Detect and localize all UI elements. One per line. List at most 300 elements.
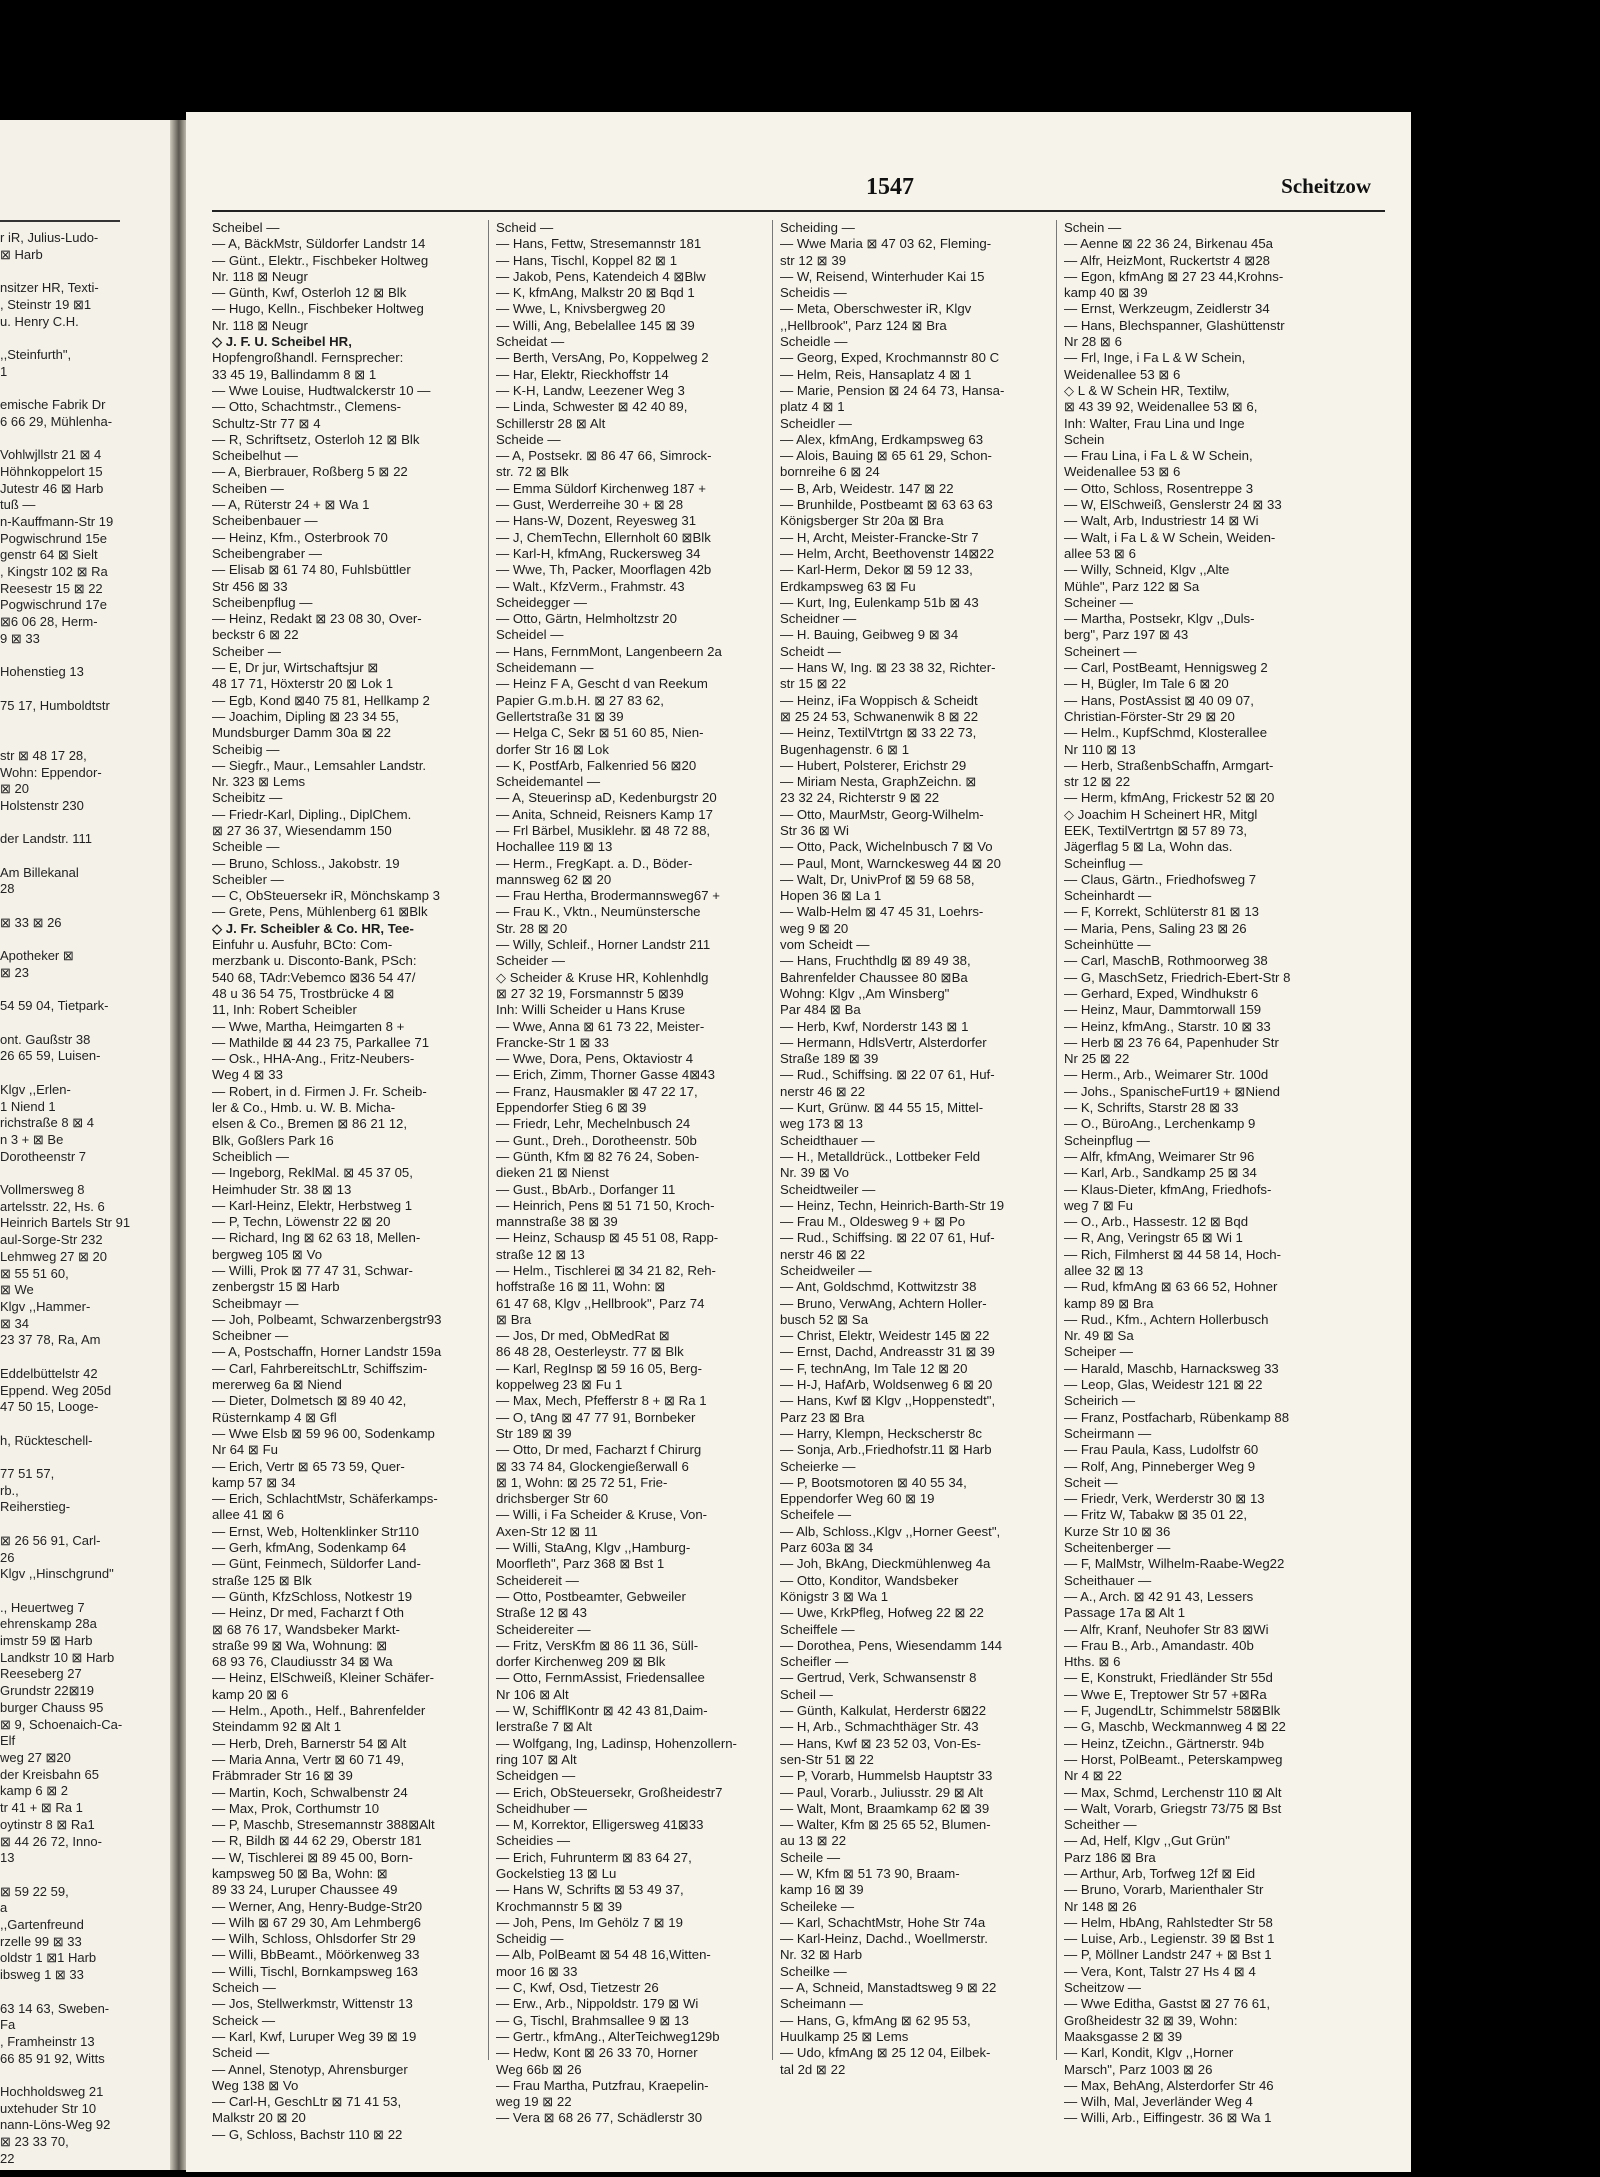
directory-entry: kampsweg 50 ⊠ Ba, Wohn: ⊠ [212, 1865, 388, 1881]
directory-entry: — Carl, FahrbereitschLtr, Schiffszim- [212, 1360, 428, 1376]
left-page-line [0, 898, 168, 915]
directory-entry: — F, technAng, Im Tale 12 ⊠ 20 [780, 1360, 968, 1376]
directory-entry: Scheiding — [780, 220, 855, 235]
directory-entry: — Miriam Nesta, GraphZeichn. ⊠ [780, 774, 977, 790]
directory-entry: beckstr 6 ⊠ 22 [212, 627, 299, 643]
directory-entry: — Har, Elektr, Rieckhoffstr 14 [496, 366, 669, 382]
directory-entry: kamp 57 ⊠ 34 [212, 1474, 296, 1490]
directory-entry: Weg 138 ⊠ Vo [212, 2077, 299, 2093]
left-page-edge [0, 120, 170, 2170]
directory-entry: Nr. 118 ⊠ Neugr [212, 268, 308, 284]
directory-entry: Scheidt — [780, 643, 841, 659]
directory-entry: — Hans, Tischl, Koppel 82 ⊠ 1 [496, 252, 678, 268]
left-page-line: Lehmweg 27 ⊠ 20 [0, 1248, 108, 1264]
directory-entry: — Max, Mech, Pfefferstr 8 + ⊠ Ra 1 [496, 1393, 707, 1409]
directory-entry: — Kurt, Ing, Eulenkamp 51b ⊠ 43 [780, 594, 979, 610]
directory-entry: — Kurt, Grünw. ⊠ 44 55 15, Mittel- [780, 1100, 984, 1116]
directory-entry: Scheierke — [780, 1458, 856, 1474]
directory-entry: 68 93 76, Claudiusstr 34 ⊠ Wa [212, 1654, 393, 1670]
directory-entry: — Claus, Gärtn., Friedhofsweg 7 [1064, 871, 1257, 887]
directory-entry: Scheileke — [780, 1898, 855, 1914]
directory-entry: — Max, Prok, Corthumstr 10 [212, 1800, 380, 1816]
directory-entry: — Willi, Prok ⊠ 77 47 31, Schwar- [212, 1263, 413, 1278]
directory-entry: ◇ J. Fr. Scheibler & Co. HR, Tee- [212, 920, 414, 936]
directory-entry: Huulkamp 25 ⊠ Lems [780, 2028, 909, 2044]
directory-entry: ◇ L & W Schein HR, Textilw, [1064, 382, 1230, 398]
directory-entry: — Bruno, VerwAng, Achtern Holler- [780, 1295, 987, 1311]
left-page-line: ⊠ 20 [0, 781, 29, 797]
directory-entry: allee 41 ⊠ 6 [212, 1507, 284, 1523]
directory-entry: — Herb, Kwf, Norderstr 143 ⊠ 1 [780, 1018, 969, 1034]
directory-entry: Scheirich — [1064, 1393, 1136, 1409]
directory-entry: tal 2d ⊠ 22 [780, 2061, 846, 2077]
left-page-line: ehrenskamp 28a [0, 1616, 97, 1632]
directory-entry: — Helm., Apoth., Helf., Bahrenfelder [212, 1703, 426, 1719]
directory-entry: — Fritz W, Tabakw ⊠ 35 01 22, [1064, 1507, 1248, 1523]
directory-entry: Scheidtweiler — [780, 1181, 876, 1197]
directory-entry: — Heinz, Schausp ⊠ 45 51 08, Rapp- [496, 1230, 719, 1246]
directory-entry: — Harry, Klempn, Heckscherstr 8c [780, 1425, 983, 1441]
left-page-line: r iR, Julius-Ludo- [0, 230, 99, 245]
directory-entry: — Rud, kfmAng ⊠ 63 66 52, Hohner [1064, 1279, 1278, 1295]
running-head: Scheitzow [1281, 174, 1371, 198]
left-page-line: 23 37 78, Ra, Am [0, 1332, 101, 1348]
directory-entry: ⊠ Bra [496, 1311, 532, 1327]
directory-entry: — Karl-Heinz, Elektr, Herbstweg 1 [212, 1197, 413, 1213]
left-page-line: Hochholdsweg 21 [0, 2084, 104, 2100]
directory-entry: — Gertr., kfmAng., AlterTeichweg129b [496, 2028, 720, 2044]
directory-entry: — Hans, FernmMont, Langenbeern 2a [496, 643, 722, 659]
directory-entry: weg 19 ⊠ 22 [496, 2094, 572, 2110]
directory-entry: Schein — [1064, 220, 1122, 235]
directory-column-3 [780, 220, 1048, 2078]
directory-entry: — A, Rüterstr 24 + ⊠ Wa 1 [212, 497, 370, 513]
directory-entry: Scheinhütte — [1064, 937, 1151, 953]
directory-entry: — E, Konstrukt, Friedländer Str 55d [1064, 1670, 1273, 1686]
directory-entry: — Jos, Dr med, ObMedRat ⊠ [496, 1328, 670, 1344]
left-page-line [0, 1165, 168, 1182]
directory-entry: — R, Schriftsetz, Osterloh 12 ⊠ Blk [212, 431, 420, 447]
left-page-line: 75 17, Humboldtstr [0, 697, 110, 713]
left-page-rule [0, 220, 120, 222]
directory-entry: Fräbmrader Str 16 ⊠ 39 [212, 1768, 353, 1784]
directory-entry: — Alfr, Kranf, Neuhofer Str 83 ⊠Wi [1064, 1621, 1269, 1637]
directory-entry: Wohng: Klgv ,,Am Winsberg" [780, 985, 950, 1001]
directory-entry: — Herm, kfmAng, Frickestr 52 ⊠ 20 [1064, 790, 1275, 806]
directory-entry: Nr. 32 ⊠ Harb [780, 1947, 863, 1963]
left-page-line: Hohenstieg 13 [0, 664, 84, 680]
left-page-line: str ⊠ 48 17 28, [0, 747, 87, 763]
directory-entry: — Walb-Helm ⊠ 47 45 31, Loehrs- [780, 904, 984, 920]
left-page-line: Reiherstieg- [0, 1499, 71, 1515]
directory-entry: Scheible — [212, 839, 280, 855]
directory-entry: Nr. 118 ⊠ Neugr [212, 317, 308, 333]
directory-entry: — Rud., Schiffsing. ⊠ 22 07 61, Huf- [780, 1067, 995, 1083]
directory-column-4 [1064, 220, 1364, 2127]
directory-entry: — Heinz, tZeichn., Gärtnerstr. 94b [1064, 1735, 1265, 1751]
directory-entry: Einfuhr u. Ausfuhr, BCto: Com- [212, 937, 393, 953]
left-page-line [0, 1867, 168, 1884]
directory-entry: — Rolf, Ang, Pinneberger Weg 9 [1064, 1458, 1256, 1474]
directory-entry: — Ad, Helf, Klgv ,,Gut Grün" [1064, 1833, 1230, 1849]
left-page-line: genstr 64 ⊠ Sielt [0, 547, 98, 563]
directory-entry: Mühle", Parz 122 ⊠ Sa [1064, 578, 1200, 594]
left-page-line: emische Fabrik Dr [0, 397, 106, 413]
directory-entry: Scheifele — [780, 1507, 852, 1523]
directory-entry: — A., Arch. ⊠ 42 91 43, Lessers [1064, 1588, 1254, 1604]
directory-entry: — Brunhilde, Postbeamt ⊠ 63 63 63 [780, 497, 993, 513]
directory-entry: bornreihe 6 ⊠ 24 [780, 464, 880, 480]
directory-entry: Steindamm 92 ⊠ Alt 1 [212, 1719, 342, 1735]
directory-entry: Weidenallee 53 ⊠ 6 [1064, 366, 1181, 382]
directory-entry: — Mathilde ⊠ 44 23 75, Parkallee 71 [212, 1034, 430, 1050]
left-page-line: Am Billekanal [0, 864, 79, 880]
directory-entry: — Wwe E, Treptower Str 57 +⊠Ra [1064, 1686, 1267, 1702]
directory-entry: — B, Arb, Weidestr. 147 ⊠ 22 [780, 480, 954, 496]
directory-entry: Scheit — [1064, 1474, 1118, 1490]
left-page-line: uxtehuder Str 10 [0, 2100, 97, 2116]
directory-entry: Straße 189 ⊠ 39 [780, 1051, 879, 1067]
directory-entry: — Rud., Schiffsing. ⊠ 22 07 61, Huf- [780, 1230, 995, 1246]
directory-entry: Nr 106 ⊠ Alt [496, 1686, 569, 1702]
left-page-line: der Landstr. 111 [0, 831, 93, 847]
directory-entry: Scheidat — [496, 334, 565, 350]
directory-entry: Scheidereit — [496, 1572, 579, 1588]
directory-entry: — G, MaschSetz, Friedrich-Ebert-Str 8 [1064, 969, 1291, 985]
directory-entry: 48 17 71, Höxterstr 20 ⊠ Lok 1 [212, 676, 394, 692]
column-separator [772, 220, 773, 2060]
directory-entry: Scheiben — [212, 480, 284, 496]
directory-entry: — Erw., Arb., Nippoldstr. 179 ⊠ Wi [496, 1996, 699, 2012]
directory-entry: Straße 12 ⊠ 43 [496, 1605, 587, 1621]
directory-entry: — K-H, Landw, Leezener Weg 3 [496, 382, 685, 398]
directory-entry: — Günth, KfzSchloss, Notkestr 19 [212, 1588, 413, 1604]
directory-entry: — Meta, Oberschwester iR, Klgv [780, 301, 972, 317]
directory-entry: Scheidel — [496, 627, 564, 643]
directory-entry: — Helm, HbAng, Rahlstedter Str 58 [1064, 1914, 1273, 1930]
directory-entry: — A, Postschaffn, Horner Landstr 159a [212, 1344, 442, 1360]
directory-entry: Scheinpflug — [1064, 1132, 1150, 1148]
directory-entry: 48 u 36 54 75, Trostbrücke 4 ⊠ [212, 985, 395, 1001]
directory-entry: ler & Co., Hmb. u. W. B. Micha- [212, 1100, 396, 1116]
directory-entry: berg", Parz 197 ⊠ 43 [1064, 627, 1189, 643]
directory-entry: Scheidweiler — [780, 1263, 872, 1278]
directory-entry: — P, Vorarb, Hummelsb Hauptstr 33 [780, 1768, 993, 1784]
left-page-line: Heinrich Bartels Str 91 [0, 1215, 131, 1231]
directory-entry: — Alex, kfmAng, Erdkampsweg 63 [780, 431, 984, 447]
directory-entry: Nr. 49 ⊠ Sa [1064, 1328, 1134, 1344]
directory-entry: Großheidestr 32 ⊠ 39, Wohn: [1064, 2012, 1238, 2028]
directory-entry: dieken 21 ⊠ Nienst [496, 1165, 609, 1181]
directory-entry: ⊠ 1, Wohn: ⊠ 25 72 51, Frie- [496, 1474, 668, 1490]
directory-entry: Scheidegger — [496, 594, 587, 610]
directory-entry: — A, Schneid, Manstadtsweg 9 ⊠ 22 [780, 1980, 997, 1996]
directory-entry: Hths. ⊠ 6 [1064, 1654, 1121, 1670]
directory-entry: — Anita, Schneid, Reisners Kamp 17 [496, 806, 713, 822]
directory-entry: — Egb, Kond ⊠40 75 81, Hellkamp 2 [212, 692, 430, 708]
directory-entry: Scheibner — [212, 1328, 289, 1344]
left-page-line: 77 51 57, [0, 1466, 55, 1482]
directory-entry: — Frau Lina, i Fa L & W Schein, [1064, 448, 1253, 464]
directory-entry: — Emma Süldorf Kirchenweg 187 + [496, 480, 707, 496]
directory-entry: — O., BüroAng., Lerchenkamp 9 [1064, 1116, 1256, 1132]
directory-entry: — Hans, G, kfmAng ⊠ 62 95 53, [780, 2012, 971, 2028]
left-page-line [0, 1065, 168, 1082]
left-page-line [0, 1449, 168, 1466]
left-page-line: 26 [0, 1549, 15, 1565]
directory-entry: — Wwe Elsb ⊠ 59 96 00, Sodenkamp [212, 1425, 435, 1441]
left-page-line [0, 815, 168, 832]
directory-entry: — Otto, Gärtn, Helmholtzstr 20 [496, 611, 678, 627]
directory-entry: Scheitzow — [1064, 1980, 1141, 1996]
directory-entry: — Berth, VersAng, Po, Koppelweg 2 [496, 350, 709, 366]
left-page-line [0, 731, 168, 748]
directory-entry: — Otto, FernmAssist, Friedensallee [496, 1670, 705, 1686]
directory-entry: — Heinz, TextilVtrtgn ⊠ 33 22 73, [780, 725, 977, 741]
directory-entry: 33 45 19, Ballindamm 8 ⊠ 1 [212, 366, 377, 382]
directory-entry: Scheid — [212, 2045, 270, 2061]
directory-entry: allee 53 ⊠ 6 [1064, 545, 1136, 561]
directory-entry: — Heinz, Techn, Heinrich-Barth-Str 19 [780, 1197, 1005, 1213]
directory-entry: Par 484 ⊠ Ba [780, 1002, 861, 1018]
directory-entry: bergweg 105 ⊠ Vo [212, 1246, 323, 1262]
directory-entry: — Erich, Fuhrunterm ⊠ 83 64 27, [496, 1849, 692, 1865]
left-page-line [0, 263, 168, 280]
directory-entry: — Paul, Mont, Warnckesweg 44 ⊠ 20 [780, 855, 1001, 871]
left-page-line: rzelle 99 ⊠ 33 [0, 1933, 82, 1949]
directory-entry: allee 32 ⊠ 13 [1064, 1263, 1144, 1278]
directory-entry: — Friedr, Verk, Werderstr 30 ⊠ 13 [1064, 1491, 1265, 1507]
directory-entry: Scheirmann — [1064, 1425, 1152, 1441]
directory-entry: — F, Korrekt, Schlüterstr 81 ⊠ 13 [1064, 904, 1260, 920]
directory-entry: — Frau B., Arb., Amandastr. 40b [1064, 1637, 1254, 1653]
directory-entry: Papier G.m.b.H. ⊠ 27 83 62, [496, 692, 664, 708]
directory-entry: Moorfleth", Parz 368 ⊠ Bst 1 [496, 1556, 665, 1572]
directory-entry: — Willi, Ang, Bebelallee 145 ⊠ 39 [496, 317, 695, 333]
directory-entry: — Erich, SchlachtMstr, Schäferkamps- [212, 1491, 438, 1507]
directory-entry: Schein [1064, 431, 1105, 447]
directory-entry: Hopen 36 ⊠ La 1 [780, 888, 882, 904]
directory-entry: — K, Schrifts, Starstr 28 ⊠ 33 [1064, 1100, 1239, 1116]
directory-entry: mannstraße 38 ⊠ 39 [496, 1214, 618, 1230]
directory-entry: 11, Inh: Robert Scheibler [212, 1002, 357, 1018]
left-page-line: ibsweg 1 ⊠ 33 [0, 1967, 84, 1983]
directory-entry: — Dieter, Dolmetsch ⊠ 89 40 42, [212, 1393, 407, 1409]
directory-entry: Nr 28 ⊠ 6 [1064, 334, 1122, 350]
directory-entry: — C, ObSteuersekr iR, Mönchskamp 3 [212, 888, 440, 904]
directory-entry: weg 9 ⊠ 20 [780, 920, 849, 936]
directory-entry: — Herm., Arb., Weimarer Str. 100d [1064, 1067, 1269, 1083]
directory-entry: — Ingeborg, ReklMal. ⊠ 45 37 05, [212, 1165, 413, 1181]
directory-entry: Scheidle — [780, 334, 848, 350]
directory-entry: zenbergstr 15 ⊠ Harb [212, 1279, 340, 1295]
directory-entry: — Rich, Filmherst ⊠ 44 58 14, Hoch- [1064, 1246, 1281, 1262]
left-page-line: tr 41 + ⊠ Ra 1 [0, 1800, 83, 1816]
directory-entry: Mundsburger Damm 30a ⊠ 22 [212, 725, 391, 741]
directory-entry: — Heinz F A, Gescht d van Reekum [496, 676, 708, 692]
left-page-line [0, 430, 168, 447]
directory-entry: Scheidhuber — [496, 1800, 587, 1816]
left-page-line: Apotheker ⊠ [0, 948, 74, 964]
directory-entry: ⊠ 33 74 84, Glockengießerwall 6 [496, 1458, 689, 1474]
directory-entry: nerstr 46 ⊠ 22 [780, 1246, 866, 1262]
left-page-line: ⊠ 34 [0, 1315, 29, 1331]
directory-entry: Scheitenberger — [1064, 1540, 1171, 1556]
directory-entry: — Gust., BbArb., Dorfanger 11 [496, 1181, 676, 1197]
left-page-line: Klgv ,,Hinschgrund" [0, 1566, 114, 1582]
directory-entry: — Udo, kfmAng ⊠ 25 12 04, Eilbek- [780, 2045, 991, 2061]
left-page-line: n 3 + ⊠ Be [0, 1131, 64, 1147]
directory-entry: — Johs., SpanischeFurt19 + ⊠Niend [1064, 1083, 1280, 1099]
directory-entry: sen-Str 51 ⊠ 22 [780, 1751, 874, 1767]
directory-entry: — Otto, MaurMstr, Georg-Wilhelm- [780, 806, 984, 822]
directory-entry: — Wilh ⊠ 67 29 30, Am Lehmberg6 [212, 1914, 421, 1930]
left-page-line: ⊠ 23 33 70, [0, 2134, 69, 2150]
directory-entry: — Elisab ⊠ 61 74 80, Fuhlsbüttler [212, 562, 411, 578]
directory-entry: 89 33 24, Luruper Chaussee 49 [212, 1882, 398, 1898]
directory-entry: — W, ElSchweiß, Genslerstr 24 ⊠ 33 [1064, 497, 1282, 513]
left-page-line: 1 Niend 1 [0, 1098, 56, 1114]
directory-entry: hoffstraße 16 ⊠ 11, Wohn: ⊠ [496, 1279, 666, 1295]
directory-entry: Scheiffele — [780, 1621, 855, 1637]
directory-entry: Scheibmayr — [212, 1295, 299, 1311]
directory-entry: — Otto, Dr med, Facharzt f Chirurg [496, 1442, 702, 1458]
directory-entry: Kurze Str 10 ⊠ 36 [1064, 1523, 1171, 1539]
directory-entry: — G, Schloss, Bachstr 110 ⊠ 22 [212, 2126, 403, 2142]
directory-entry: kamp 89 ⊠ Bra [1064, 1295, 1154, 1311]
directory-entry: — Karl, Kondit, Klgv ,,Horner [1064, 2045, 1234, 2061]
left-page-line: nsitzer HR, Texti- [0, 280, 99, 296]
directory-entry: — Gust, Werderreihe 30 + ⊠ 28 [496, 497, 684, 513]
directory-entry: — Willy, Schneid, Klgv ,,Alte [1064, 562, 1230, 578]
directory-entry: — Ernst, Dachd, Andreasstr 31 ⊠ 39 [780, 1344, 995, 1360]
directory-entry: — Hans, Fruchthdlg ⊠ 89 49 38, [780, 953, 971, 969]
directory-entry: Scheibenbauer — [212, 513, 318, 529]
directory-entry: au 13 ⊠ 22 [780, 1833, 847, 1849]
directory-entry: lerstraße 7 ⊠ Alt [496, 1719, 593, 1735]
directory-entry: — Otto, Schloss, Rosentreppe 3 [1064, 480, 1254, 496]
directory-entry: Malkstr 20 ⊠ 20 [212, 2110, 306, 2126]
directory-entry: Scheifler — [780, 1654, 849, 1670]
directory-entry: — Günt, Feinmech, Süldorfer Land- [212, 1556, 421, 1572]
directory-entry: — Otto, Pack, Wichelnbusch 7 ⊠ Vo [780, 839, 993, 855]
directory-entry: — Erich, Zimm, Thorner Gasse 4⊠43 [496, 1067, 715, 1083]
directory-entry: Scheidler — [780, 415, 852, 431]
left-page-line: Wohn: Eppendor- [0, 764, 102, 780]
page-number: 1547 [866, 174, 914, 200]
directory-entry: platz 4 ⊠ 1 [780, 399, 845, 415]
directory-entry: — Wilh, Schloss, Ohlsdorfer Str 29 [212, 1931, 416, 1947]
directory-entry: merzbank u. Disconto-Bank, PSch: [212, 953, 417, 969]
directory-entry: Nr 25 ⊠ 22 [1064, 1051, 1130, 1067]
directory-entry: Scheidemann — [496, 660, 594, 676]
directory-entry: — Herb ⊠ 23 76 64, Papenhuder Str [1064, 1034, 1279, 1050]
directory-entry: — Herm., FregKapt. a. D., Böder- [496, 855, 693, 871]
directory-entry: — Karl-H, kfmAng, Ruckersweg 34 [496, 545, 701, 561]
directory-entry: — R, Bildh ⊠ 44 62 29, Oberstr 181 [212, 1833, 422, 1849]
directory-entry: Gellertstraße 31 ⊠ 39 [496, 708, 624, 724]
directory-page [186, 112, 1411, 2172]
left-page-line: kamp 6 ⊠ 2 [0, 1783, 68, 1799]
directory-entry: — A, Postsekr. ⊠ 86 47 66, Simrock- [496, 448, 712, 464]
directory-entry: str. 72 ⊠ Blk [496, 464, 569, 480]
directory-entry: — F, MalMstr, Wilhelm-Raabe-Weg22 [1064, 1556, 1285, 1572]
directory-entry: — Franz, Hausmakler ⊠ 47 22 17, [496, 1083, 698, 1099]
directory-entry: — Leop, Glas, Weidestr 121 ⊠ 22 [1064, 1377, 1263, 1393]
directory-entry: — Joh, Pens, Im Gehölz 7 ⊠ 19 [496, 1914, 683, 1930]
directory-entry: — Werner, Ang, Henry-Budge-Str20 [212, 1898, 423, 1914]
directory-entry: — M, Korrektor, Elligersweg 41⊠33 [496, 1817, 704, 1833]
directory-entry: — Otto, Schachtmstr., Clemens- [212, 399, 402, 415]
directory-entry: Passage 17a ⊠ Alt 1 [1064, 1605, 1186, 1621]
directory-entry: — Karl, SchachtMstr, Hohe Str 74a [780, 1914, 986, 1930]
directory-entry: Scheither — [1064, 1817, 1137, 1833]
directory-entry: — Frl Bärbel, Musiklehr. ⊠ 48 72 88, [496, 822, 711, 838]
directory-entry: Rüsternkamp 4 ⊠ Gfl [212, 1409, 337, 1425]
directory-entry: straße 125 ⊠ Blk [212, 1572, 312, 1588]
left-page-line: u. Henry C.H. [0, 313, 79, 329]
directory-entry: — W, SchifflKontr ⊠ 42 43 81,Daim- [496, 1703, 708, 1719]
directory-entry: 23 32 24, Richterstr 9 ⊠ 22 [780, 790, 940, 806]
directory-entry: weg 7 ⊠ Fu [1064, 1197, 1133, 1213]
directory-entry: — Friedr, Lehr, Mechelnbusch 24 [496, 1116, 691, 1132]
directory-entry: — Willi, BbBeamt., Möörkenweg 33 [212, 1947, 420, 1963]
directory-entry: Scheiner — [1064, 594, 1133, 610]
left-page-line: richstraße 8 ⊠ 4 [0, 1115, 94, 1131]
directory-entry: kamp 40 ⊠ 39 [1064, 285, 1148, 301]
directory-entry: — W, Kfm ⊠ 51 73 90, Braam- [780, 1865, 960, 1881]
directory-entry: — A, Steuerinsp aD, Kedenburgstr 20 [496, 790, 717, 806]
directory-entry: — H. Bauing, Geibweg 9 ⊠ 34 [780, 627, 959, 643]
directory-entry: Nr 64 ⊠ Fu [212, 1442, 279, 1458]
directory-entry: str 15 ⊠ 22 [780, 676, 847, 692]
directory-entry: Scheimann — [780, 1996, 863, 2012]
directory-entry: — Otto, Postbeamter, Gebweiler [496, 1588, 686, 1604]
left-page-line: Eddelbüttelstr 42 [0, 1365, 98, 1381]
left-page-line: h, Rückteschell- [0, 1432, 93, 1448]
directory-entry: — Frau Paula, Kass, Ludolfstr 60 [1064, 1442, 1259, 1458]
directory-entry: — G, Maschb, Weckmannweg 4 ⊠ 22 [1064, 1719, 1286, 1735]
directory-entry: — W, Tischlerei ⊠ 89 45 00, Born- [212, 1849, 413, 1865]
left-page-line: , Kingstr 102 ⊠ Ra [0, 564, 108, 580]
directory-entry: Parz 23 ⊠ Bra [780, 1409, 865, 1425]
left-page-line: ont. Gaußstr 38 [0, 1031, 91, 1047]
directory-entry: — Horst, PolBeamt., Peterskampweg [1064, 1751, 1283, 1767]
directory-entry: Scheibel — [212, 220, 280, 235]
directory-entry: Scheiper — [1064, 1344, 1133, 1360]
directory-entry: — Walt, Vorarb, Griegstr 73/75 ⊠ Bst [1064, 1800, 1282, 1816]
directory-entry: — Karl-Heinz, Dachd., Woellmerstr. [780, 1931, 988, 1947]
directory-entry: — Herb, Dreh, Barnerstr 54 ⊠ Alt [212, 1735, 407, 1751]
header-rule [212, 210, 1385, 212]
directory-entry: Inh: Walter, Frau Lina und Inge [1064, 415, 1245, 431]
directory-entry: — Heinz, kfmAng., Starstr. 10 ⊠ 33 [1064, 1018, 1271, 1034]
directory-entry: Bahrenfelder Chaussee 80 ⊠Ba [780, 969, 968, 985]
directory-entry: — Frl, Inge, i Fa L & W Schein, [1064, 350, 1246, 366]
directory-entry: Bugenhagenstr. 6 ⊠ 1 [780, 741, 910, 757]
directory-entry: — Richard, Ing ⊠ 62 63 18, Mellen- [212, 1230, 421, 1246]
directory-entry: Schultz-Str 77 ⊠ 4 [212, 415, 321, 431]
left-page-line: Vohlwjllstr 21 ⊠ 4 [0, 447, 102, 463]
directory-entry: Schillerstr 28 ⊠ Alt [496, 415, 606, 431]
directory-entry: — Wwe Maria ⊠ 47 03 62, Fleming- [780, 236, 992, 252]
directory-entry: — Wolfgang, Ing, Ladinsp, Hohenzollern- [496, 1735, 737, 1751]
directory-entry: — A, Bierbrauer, Roßberg 5 ⊠ 22 [212, 464, 408, 480]
directory-entry: — Heinz, iFa Woppisch & Scheidt [780, 692, 978, 708]
directory-entry: — P, Techn, Löwenstr 22 ⊠ 20 [212, 1214, 391, 1230]
left-page-line: Eppend. Weg 205d [0, 1382, 112, 1398]
directory-entry: — Georg, Exped, Krochmannstr 80 C [780, 350, 1000, 366]
